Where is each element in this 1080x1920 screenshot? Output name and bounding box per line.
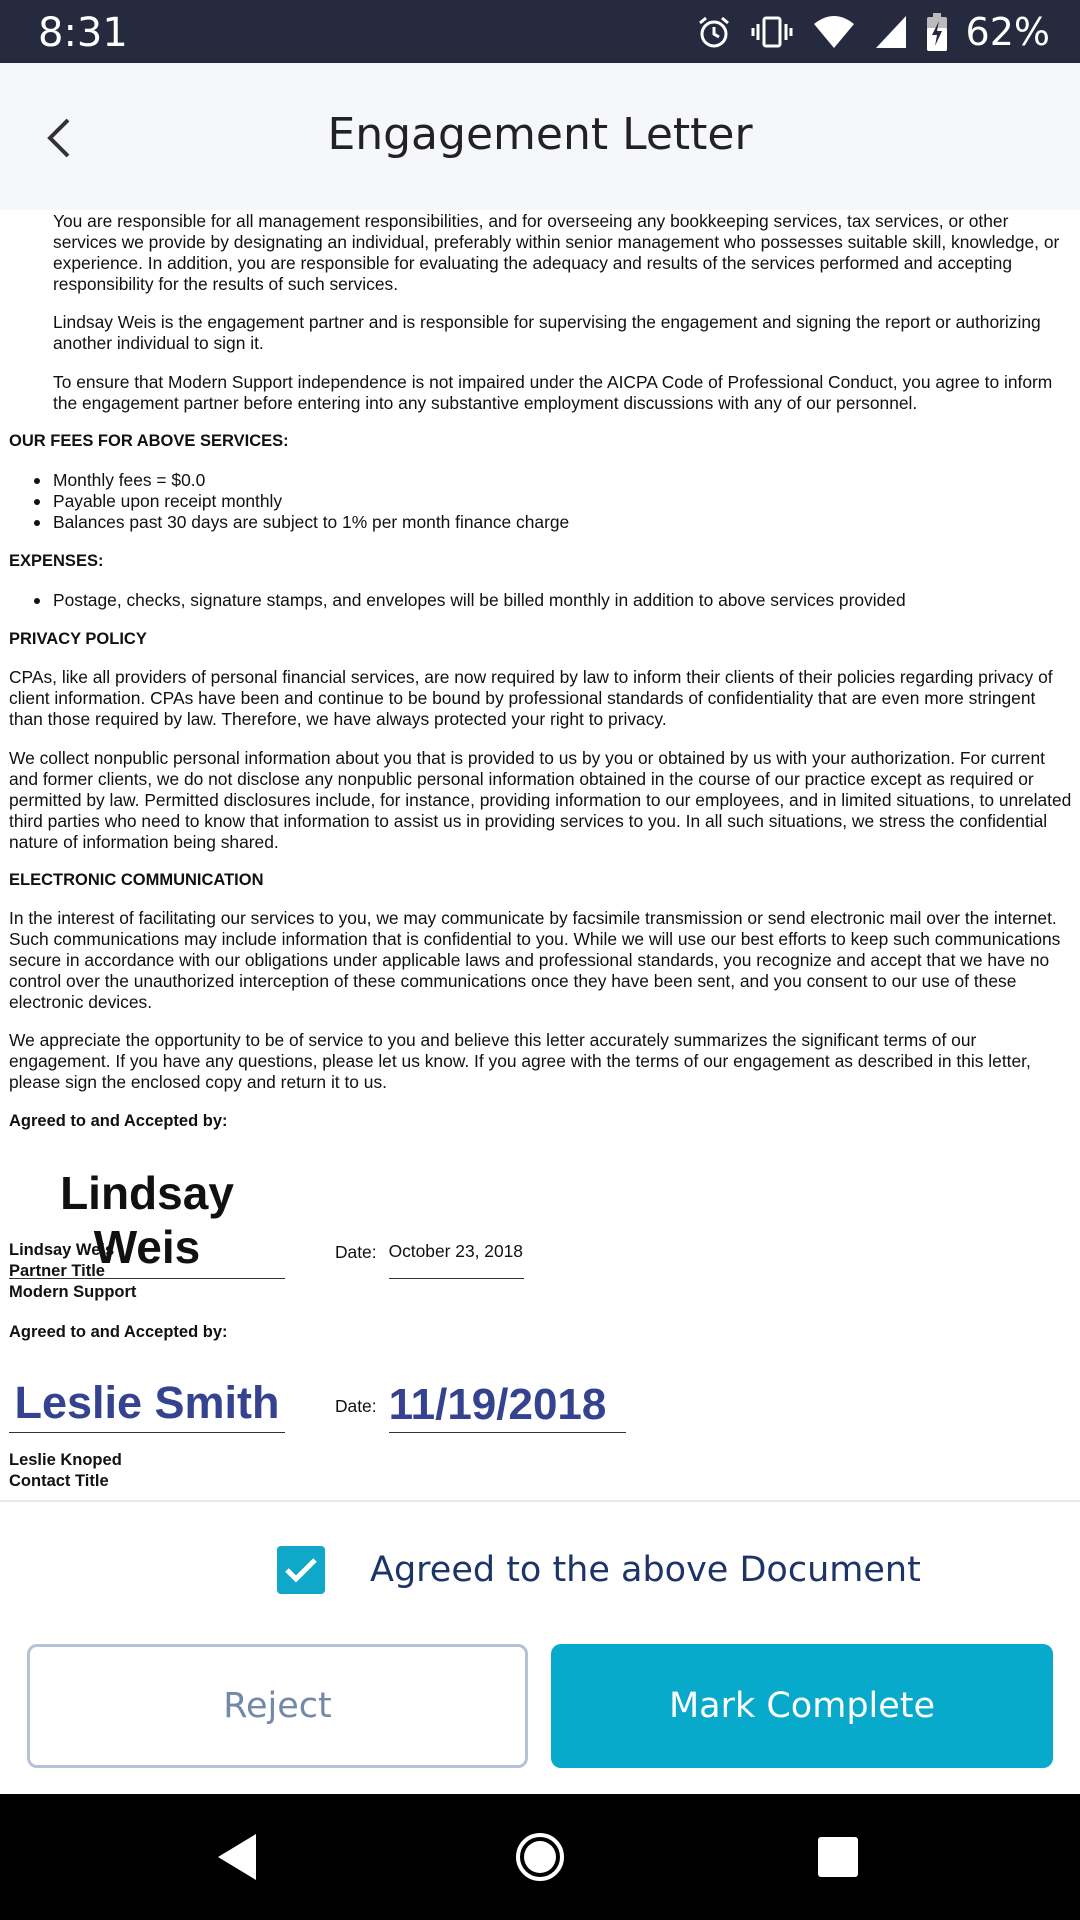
date-value-client: 11/19/2018	[389, 1380, 626, 1433]
checkmark-icon	[284, 1556, 318, 1584]
app-header	[0, 63, 1080, 210]
cell-signal-icon	[874, 14, 908, 50]
date-label: Date:	[335, 1242, 377, 1262]
battery-percentage: 62%	[965, 10, 1050, 54]
alarm-icon	[696, 14, 732, 50]
vibrate-icon	[750, 14, 794, 50]
action-panel	[0, 1500, 1080, 1794]
square-recents-icon	[816, 1835, 860, 1879]
status-time: 8:31	[38, 10, 128, 56]
wifi-icon	[812, 14, 856, 50]
list-item: Monthly fees = $0.0	[53, 470, 569, 491]
fees-heading: OUR FEES FOR ABOVE SERVICES:	[9, 432, 289, 450]
status-bar	[0, 0, 1080, 63]
paragraph-privacy-1: CPAs, like all providers of personal financial services, are now required by law to inform their clients of their policies regarding privacy of client information. CPAs have been and continue to be bound by professional standards of confidentiality that are even more stringent than those required by law. Therefore, we have always protected your right to privacy.	[9, 667, 1053, 729]
privacy-heading: PRIVACY POLICY	[9, 630, 147, 648]
signature-row-2	[9, 1376, 626, 1433]
agree-label[interactable]: Agreed to the above Document	[370, 1550, 921, 1590]
agree-checkbox[interactable]	[277, 1546, 325, 1594]
paragraph-engagement-partner: Lindsay Weis is the engagement partner and is responsible for supervising the engagement and signing the report or authorizing another individual to sign it.	[53, 312, 1041, 353]
paragraph-electronic: In the interest of facilitating our services to you, we may communicate by facsimile transmission or send electronic mail over the internet. Such communications may include information that is confidential to you. While we will use our best efforts to keep such communications secure in accordance with our obligations under applicable laws and professional standards, you recognize and accept that we have no control over the unauthorized interception of these communications once they have been sent, and you consent to our use of these electronic devices.	[9, 908, 1061, 1012]
expenses-heading: EXPENSES:	[9, 552, 104, 570]
nav-home-button[interactable]	[508, 1825, 572, 1889]
circle-home-icon	[514, 1831, 566, 1883]
triangle-back-icon	[216, 1832, 260, 1882]
mark-complete-button[interactable]: Mark Complete	[551, 1644, 1053, 1768]
date-value-partner: October 23, 2018	[389, 1241, 524, 1279]
agreed-label-1: Agreed to and Accepted by:	[9, 1112, 228, 1130]
nav-recents-button[interactable]	[806, 1825, 870, 1889]
system-nav-bar	[0, 1794, 1080, 1920]
expenses-list	[0, 590, 906, 611]
agree-row[interactable]	[0, 1544, 1080, 1600]
signer-name: Leslie Knoped	[9, 1451, 122, 1469]
signer-name: Lindsay Weis	[9, 1241, 115, 1259]
paragraph-closing: We appreciate the opportunity to be of service to you and believe this letter accurately summarizes the significant terms of our engagement. If you have any questions, please let us know. If you agree with the terms of our engagement as described in this letter, please sign the enclosed copy and return it to us.	[9, 1030, 1031, 1092]
signature-client: Leslie Smith	[9, 1376, 285, 1433]
signer-block-client	[9, 1450, 122, 1492]
page-title: Engagement Letter	[327, 109, 753, 160]
date-label: Date:	[335, 1396, 377, 1416]
paragraph-privacy-2: We collect nonpublic personal information about you that is provided to us by you or obtained by us with your authorization. For current and former clients, we do not disclose any nonpublic personal information obtained in the course of our practice except as required or permitted by law. Permitted disclosures include, for instance, providing information to our employees, and in limited situations, to unrelated third parties who need to know that information to assist us in providing services to you. In all such situations, we stress the confidential nature of information being shared.	[9, 748, 1072, 852]
paragraph-responsibilities: You are responsible for all management responsibilities, and for overseeing any bookkeeping services, tax services, or other services we provide by designating an individual, preferably within senior management who possesses suitable skill, knowledge, or experience. In addition, you are responsible for evaluating the adequacy and results of the services performed and accepting responsibility for the results of such services.	[53, 211, 1060, 294]
list-item: Postage, checks, signature stamps, and envelopes will be billed monthly in addition to above services provided	[53, 590, 906, 610]
list-item: Payable upon receipt monthly	[53, 491, 569, 512]
signer-company: Modern Support	[9, 1283, 137, 1301]
nav-back-button[interactable]	[206, 1825, 270, 1889]
reject-button[interactable]: Reject	[27, 1644, 528, 1768]
document-viewer[interactable]	[0, 210, 1080, 1500]
signer-title: Partner Title	[9, 1262, 105, 1280]
agreed-label-2: Agreed to and Accepted by:	[9, 1323, 228, 1341]
battery-charging-icon	[926, 13, 948, 51]
list-item: Balances past 30 days are subject to 1% per month finance charge	[53, 512, 570, 532]
paragraph-independence: To ensure that Modern Support independence is not impaired under the AICPA Code of Professional Conduct, you agree to inform the engagement partner before entering into any substantive employment discussions with any of our personnel.	[53, 372, 1053, 413]
fees-list	[0, 470, 569, 533]
signer-block-partner	[9, 1240, 136, 1303]
status-icons	[696, 8, 1050, 56]
signer-title: Contact Title	[9, 1472, 109, 1490]
electronic-heading: ELECTRONIC COMMUNICATION	[9, 871, 264, 889]
signature-partner: Lindsay Weis	[9, 1166, 285, 1279]
